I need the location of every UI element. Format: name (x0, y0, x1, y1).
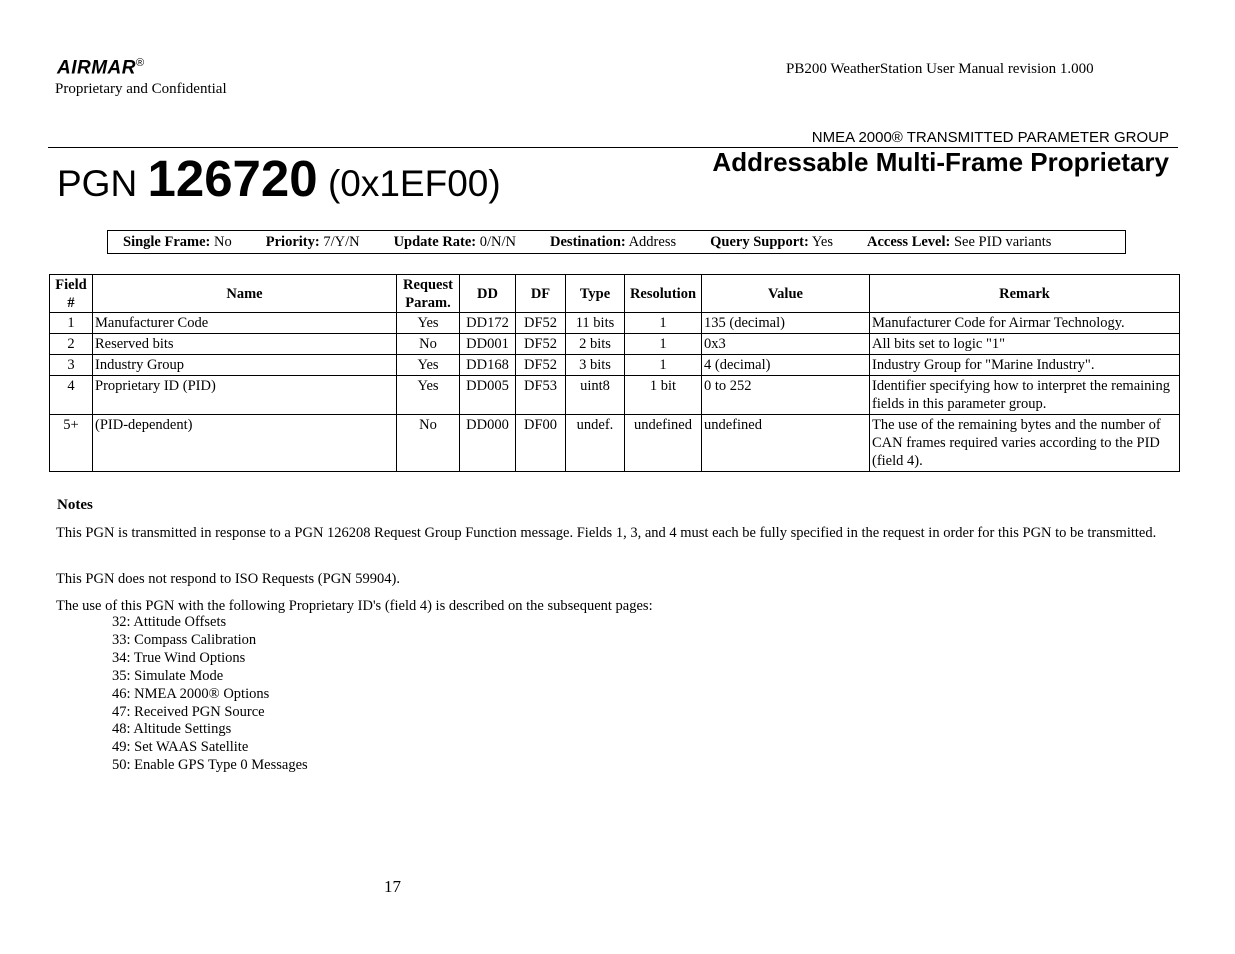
attr-priority: Priority: 7/Y/N (265, 233, 360, 250)
cell-dd: DD168 (460, 355, 516, 376)
cell-request: No (397, 334, 460, 355)
cell-remark: All bits set to logic "1" (870, 334, 1180, 355)
col-remark: Remark (870, 275, 1180, 313)
col-df: DF (516, 275, 566, 313)
cell-field: 2 (50, 334, 93, 355)
cell-value: 0x3 (702, 334, 870, 355)
pgn-attributes-box (107, 230, 1126, 254)
col-value: Value (702, 275, 870, 313)
table-row (50, 415, 1180, 472)
pgn-title (57, 148, 501, 209)
cell-value: 4 (decimal) (702, 355, 870, 376)
pid-list (112, 614, 308, 775)
list-item: 33: Compass Calibration (112, 631, 257, 648)
cell-type: uint8 (566, 376, 625, 415)
notes-heading: Notes (57, 497, 93, 513)
cell-resolution: 1 (625, 313, 702, 334)
attr-query-support: Query Support: Yes (710, 233, 834, 250)
table-header-row (50, 275, 1180, 313)
field-table (49, 274, 1180, 472)
table-row (50, 313, 1180, 334)
list-item: 35: Simulate Mode (112, 667, 224, 684)
cell-dd: DD001 (460, 334, 516, 355)
list-item: 32: Attitude Offsets (112, 614, 227, 630)
cell-request: Yes (397, 376, 460, 415)
cell-name: Reserved bits (93, 334, 397, 355)
note-paragraph: The use of this PGN with the following Proprietary ID's (field 4) is described on the subsequent pages: (56, 598, 653, 614)
registered-mark: ® (136, 57, 145, 69)
attr-destination: Destination: Address (550, 233, 677, 250)
cell-field: 4 (50, 376, 93, 415)
cell-request: Yes (397, 313, 460, 334)
cell-name: Proprietary ID (PID) (93, 376, 397, 415)
logo-text: AIRMAR (57, 57, 136, 79)
list-item: 46: NMEA 2000® Options (112, 685, 270, 702)
cell-type: 3 bits (566, 355, 625, 376)
page-number: 17 (384, 877, 401, 896)
cell-df: DF53 (516, 376, 566, 415)
col-request: Request Param. (397, 275, 460, 313)
list-item: 48: Altitude Settings (112, 721, 232, 738)
cell-request: Yes (397, 355, 460, 376)
cell-value: 135 (decimal) (702, 313, 870, 334)
cell-name: Industry Group (93, 355, 397, 376)
cell-field: 3 (50, 355, 93, 376)
col-type: Type (566, 275, 625, 313)
pgn-name: Addressable Multi-Frame Proprietary (712, 147, 1169, 177)
attr-single-frame: Single Frame: No (123, 233, 232, 250)
cell-df: DF52 (516, 334, 566, 355)
attr-update-rate: Update Rate: 0/N/N (393, 233, 517, 250)
pgn-hex: (0x1EF00) (327, 163, 501, 204)
cell-dd: DD172 (460, 313, 516, 334)
table-row (50, 355, 1180, 376)
cell-type: 11 bits (566, 313, 625, 334)
manual-title: PB200 WeatherStation User Manual revision 1.000 (786, 61, 1094, 77)
cell-df: DF52 (516, 355, 566, 376)
airmar-logo (57, 57, 145, 79)
cell-resolution: 1 (625, 334, 702, 355)
cell-resolution: 1 bit (625, 376, 702, 415)
cell-dd: DD005 (460, 376, 516, 415)
cell-type: 2 bits (566, 334, 625, 355)
col-dd: DD (460, 275, 516, 313)
cell-name: Manufacturer Code (93, 313, 397, 334)
cell-df: DF00 (516, 415, 566, 472)
cell-request: No (397, 415, 460, 472)
cell-dd: DD000 (460, 415, 516, 472)
list-item: 50: Enable GPS Type 0 Messages (112, 757, 308, 774)
table-row (50, 334, 1180, 355)
cell-value: undefined (702, 415, 870, 472)
confidential-label: Proprietary and Confidential (55, 81, 227, 97)
cell-remark: The use of the remaining bytes and the number of CAN frames required varies according to the PID (field 4). (870, 415, 1180, 472)
note-paragraph: This PGN is transmitted in response to a PGN 126208 Request Group Function message. Fields 1, 3, and 4 must each be fully specified in the request in order for this PGN to be transmitted. (56, 525, 1157, 541)
list-item: 49: Set WAAS Satellite (112, 739, 249, 756)
cell-remark: Manufacturer Code for Airmar Technology. (870, 313, 1180, 334)
parameter-group-label: NMEA 2000® TRANSMITTED PARAMETER GROUP (811, 129, 1169, 146)
cell-remark: Industry Group for "Marine Industry". (870, 355, 1180, 376)
table-row (50, 376, 1180, 415)
cell-field: 1 (50, 313, 93, 334)
cell-df: DF52 (516, 313, 566, 334)
list-item: 34: True Wind Options (112, 649, 246, 666)
cell-resolution: undefined (625, 415, 702, 472)
note-paragraph: This PGN does not respond to ISO Requests (PGN 59904). (56, 571, 400, 587)
col-name: Name (93, 275, 397, 313)
list-item: 47: Received PGN Source (112, 703, 265, 720)
attr-access-level: Access Level: See PID variants (867, 233, 1052, 250)
cell-type: undef. (566, 415, 625, 472)
pgn-prefix: PGN (57, 163, 138, 204)
cell-name: (PID-dependent) (93, 415, 397, 472)
cell-resolution: 1 (625, 355, 702, 376)
pgn-number: 126720 (147, 150, 318, 207)
col-field: Field # (50, 275, 93, 313)
cell-field: 5+ (50, 415, 93, 472)
col-resolution: Resolution (625, 275, 702, 313)
cell-value: 0 to 252 (702, 376, 870, 415)
cell-remark: Identifier specifying how to interpret the remaining fields in this parameter group. (870, 376, 1180, 415)
